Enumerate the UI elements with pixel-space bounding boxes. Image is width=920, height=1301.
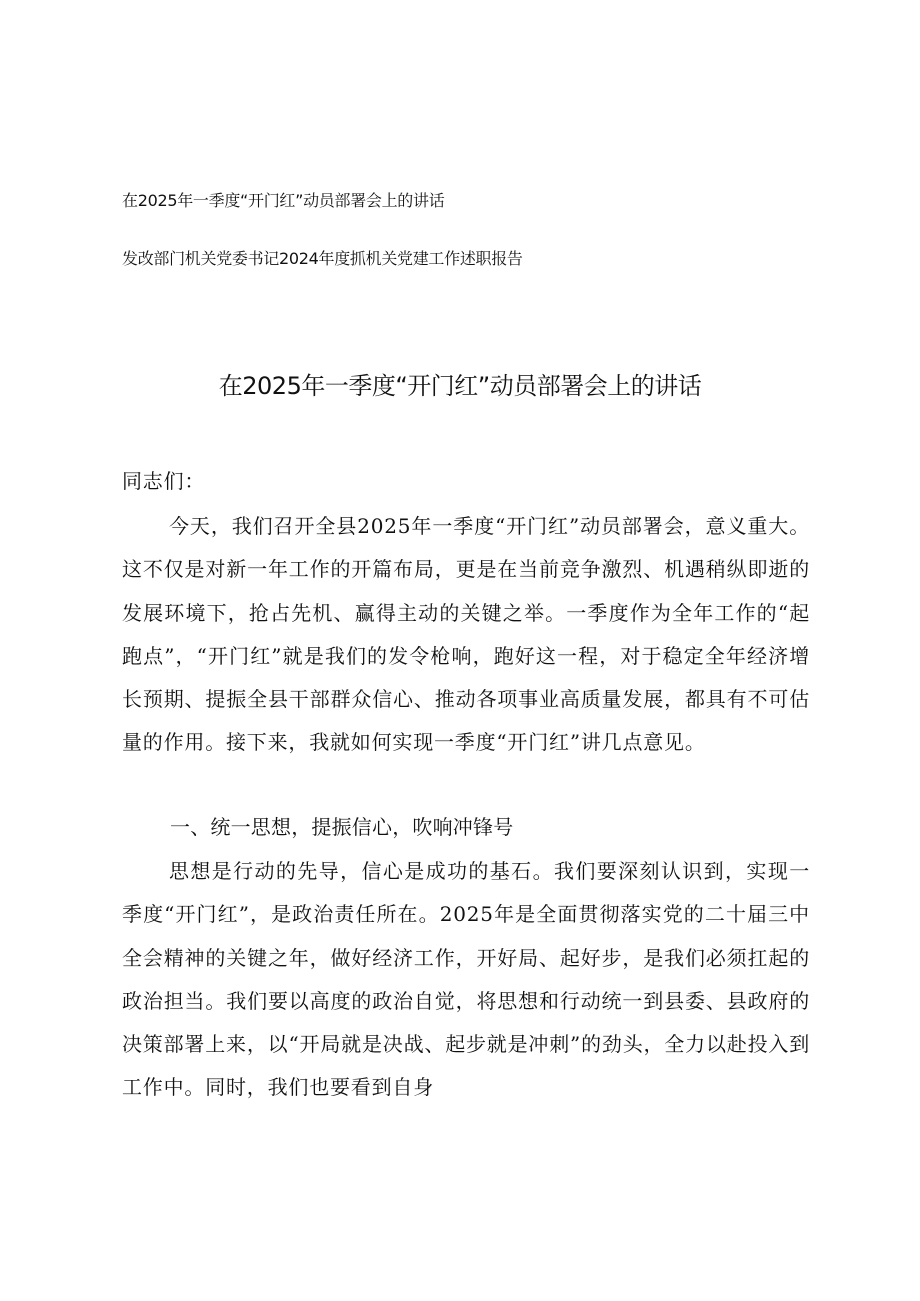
section-heading-1: 一、统一思想，提振信心，吹响冲锋号 bbox=[170, 815, 514, 839]
salutation: 同志们： bbox=[122, 469, 206, 493]
paragraph-1: 今天，我们召开全县2025年一季度“开门红”动员部署会，意义重大。这不仅是对新一年工作的开篇布局，更是在当前竞争激烈、机遇稍纵即逝的发展环境下，抢占先机、赢得主动的关键之举。一季度作为全年工作的“起跑点”，“开门红”就是我们的发令枪响，跑好这一程，对于稳定全年经济增长预期、提振全县干部群众信心、推动各项事业高质量发展，都具有不可估量的作用。接下来，我就如何实现一季度“开门红”讲几点意见。 bbox=[122, 514, 810, 755]
toc-item-2[interactable]: 发改部门机关党委书记2024年度抓机关党建工作述职报告 bbox=[122, 249, 523, 268]
toc-item-1[interactable]: 在2025年一季度“开门红”动员部署会上的讲话 bbox=[122, 191, 445, 210]
document-title: 在2025年一季度“开门红”动员部署会上的讲话 bbox=[218, 372, 702, 400]
paragraph-2: 思想是行动的先导，信心是成功的基石。我们要深刻认识到，实现一季度“开门红”，是政治责任所在。2025年是全面贯彻落实党的二十届三中全会精神的关键之年，做好经济工作，开好局、起好步，是我们必须扛起的政治担当。我们要以高度的政治自觉，将思想和行动统一到县委、县政府的决策部署上来，以“开局就是决战、起步就是冲刺”的劲头，全力以赴投入到工作中。同时，我们也要看到自身 bbox=[122, 859, 810, 1100]
